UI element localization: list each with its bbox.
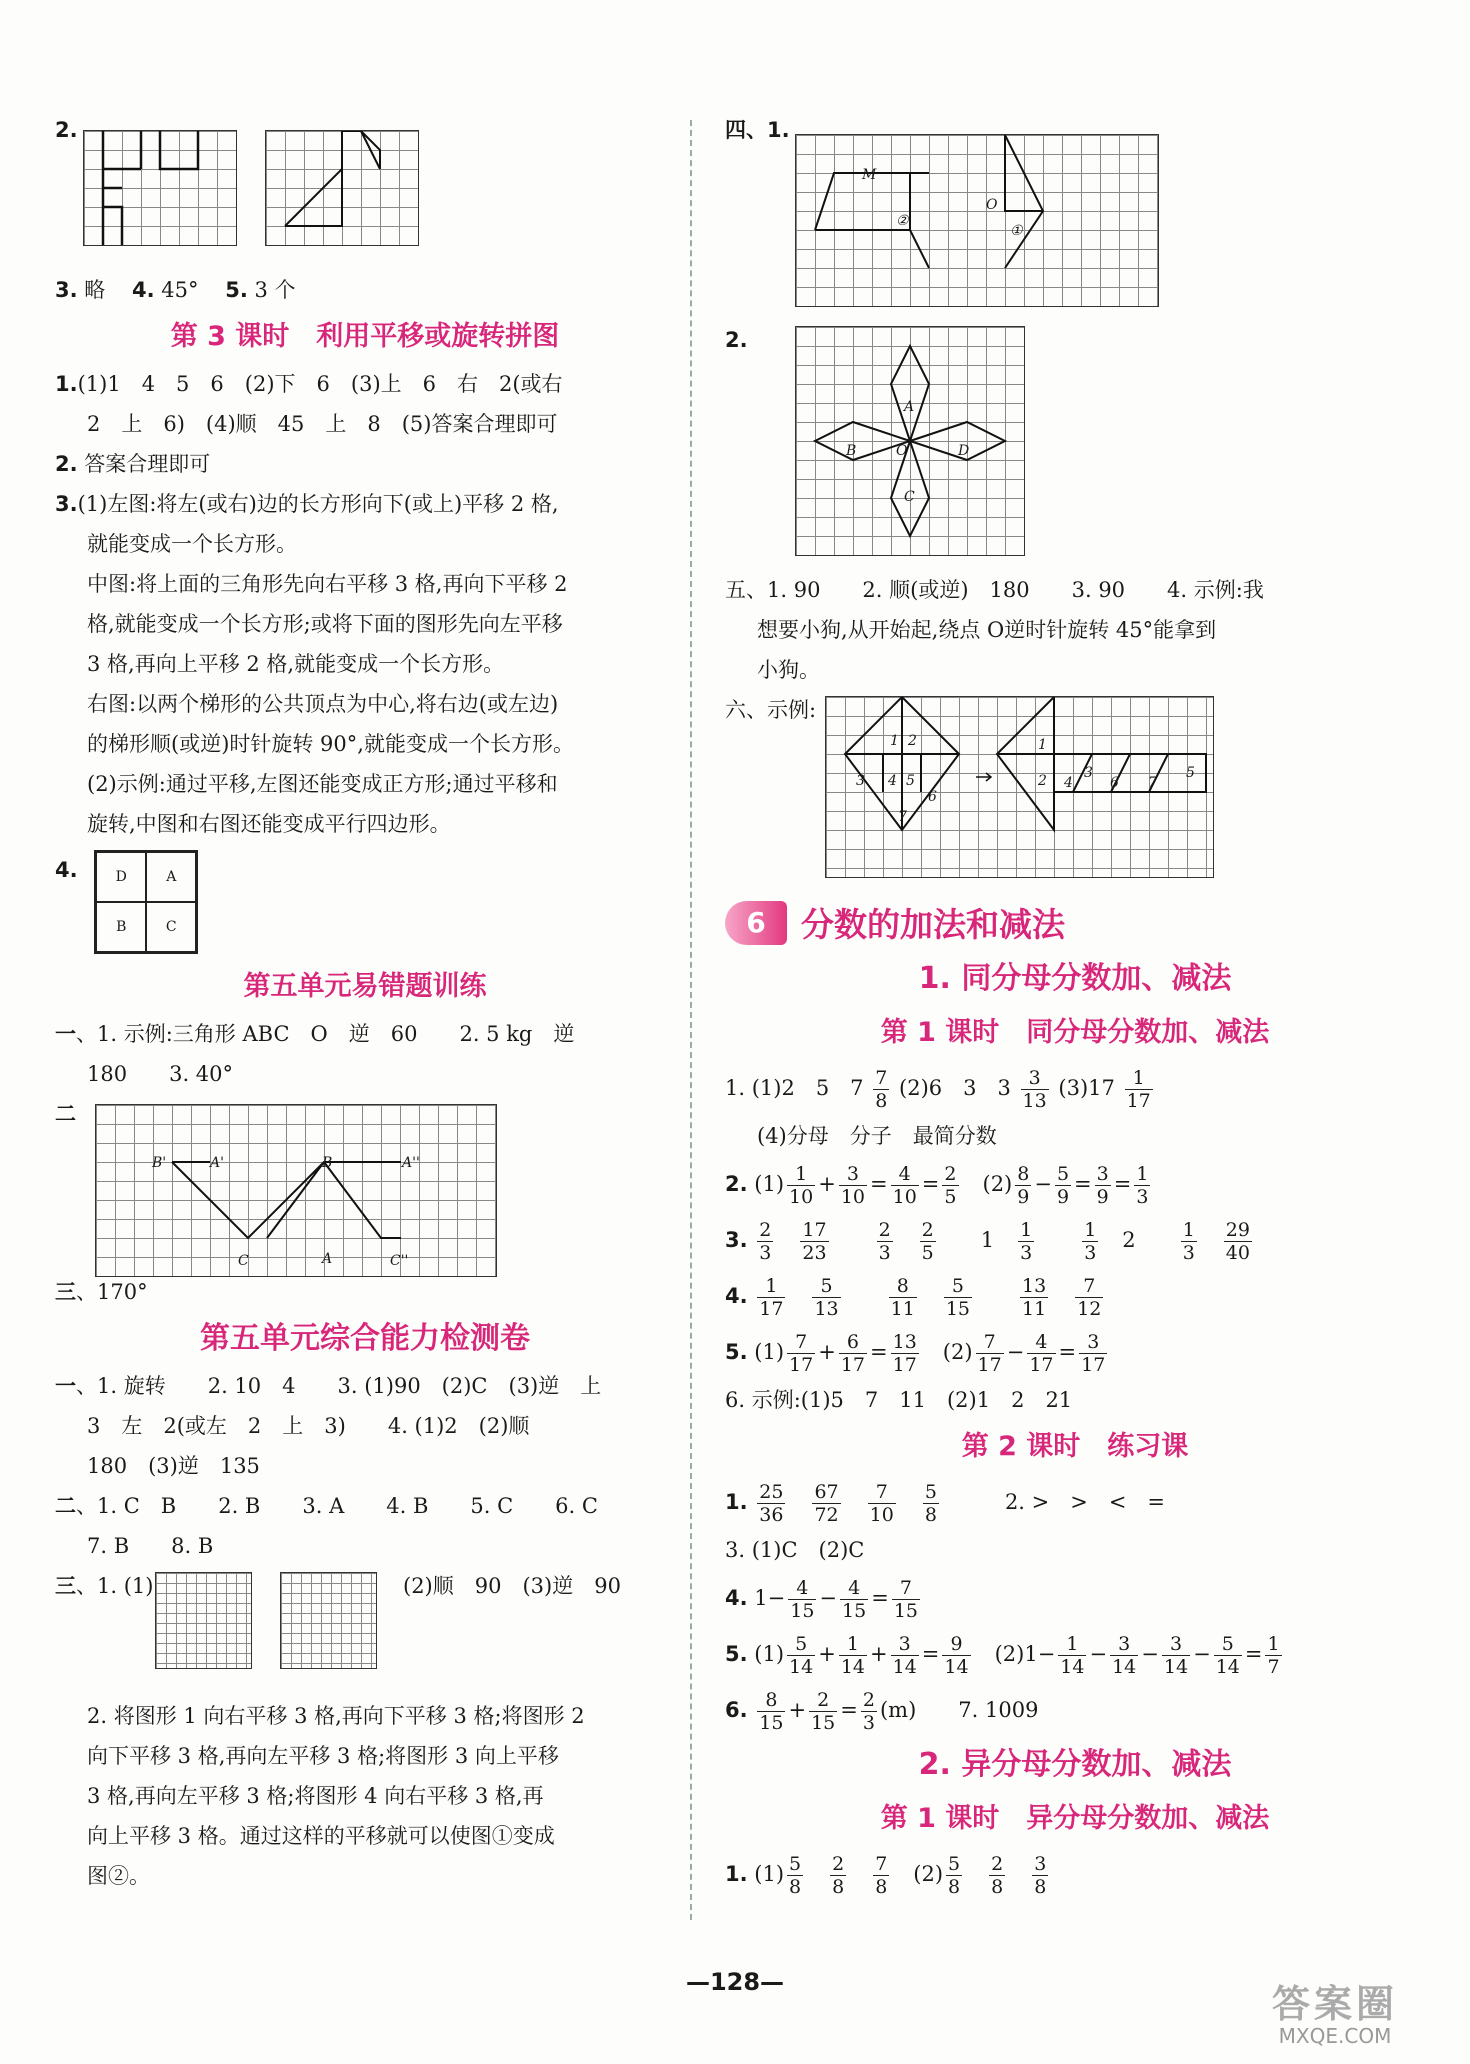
unit-header [725, 899, 1425, 946]
e2-grid: B' A' B A'' C A C'' [95, 1104, 497, 1277]
s4-grid-2: A B O D C [795, 326, 1025, 556]
grid-figure-left [83, 130, 237, 246]
lesson-2-title: 第 2 课时 练习课 [961, 1431, 1189, 1462]
p5-line: 5. (1) $\frac{5}{14}$ + $\frac{1}{14}$ + $\frac{3}{14}$ = $\frac{9}{14}$ (2)1− $\frac{1}{14}$ − $\frac{3}{14}$ − $\frac{3}{14}$ − $\frac{5}{14}$ = $\frac{1}{7}$ [725, 1633, 1280, 1678]
q-last-line: 1. (1) $\frac{5}{8}$ $\frac{2}{8}$ $\frac{7}{8}$ (2) $\frac{5}{8}$ $\frac{2}{8}$ $\frac{3}{8}$ [725, 1853, 1047, 1898]
r3-line: 3. $\frac{2}{3}$ $\frac{17}{23}$ $\frac{2}{3}$ $\frac{2}{5}$ 1 $\frac{1}{3}$ $\frac{1}{3}$ 2 $\frac{1}{3}$ $\frac{29}{40}$ [725, 1219, 1250, 1264]
lesson-1-title: 第 1 课时 同分母分数加、减法 [880, 1017, 1270, 1048]
s5-line-1: 想要小狗,从开始起,绕点 O逆时针旋转 45°能拿到 [757, 618, 1217, 642]
subsection-1: 1. 同分母分数加、减法 [918, 961, 1232, 996]
s4-grid-1-lines [796, 135, 1158, 306]
q4-line: 4. D A B C [55, 844, 675, 960]
e3-line: 三、170° [55, 1280, 148, 1304]
q3-line-5: 右图:以两个梯形的公共顶点为中心,将右边(或左边) [87, 692, 559, 716]
q1-line-b: 2 上 6) (4)顺 45 上 8 (5)答案合理即可 [87, 412, 558, 436]
q3-line-2: 中图:将上面的三角形先向右平移 3 格,再向下平移 2 [87, 572, 568, 596]
c3-2-line-4: 图②。 [87, 1864, 150, 1888]
s6-figure: 六、示例: 1 2 3 4 5 6 7 1 2 4 3 6 7 5 [725, 690, 1425, 885]
e2-figure: 二 B' A' B A'' C A C'' [55, 1094, 675, 1272]
s4-grid-1: M ② O ① [795, 134, 1159, 307]
lesson-3-title: 第 1 课时 异分母分数加、减法 [880, 1803, 1270, 1834]
cell-b: B [96, 902, 146, 952]
s5-line-0: 五、1. 90 2. 顺(或逆) 180 3. 90 4. 示例:我 [725, 578, 1264, 602]
c3-small-grid-2 [280, 1572, 377, 1669]
c3-small-grid-1 [155, 1572, 252, 1669]
c1-line-a: 一、1. 旋转 2. 10 4 3. (1)90 (2)C (3)逆 上 [55, 1374, 602, 1398]
c2-line-b: 7. B 8. B [87, 1534, 214, 1558]
c1-line-b: 3 左 2(或左 2 上 3) 4. (1)2 (2)顺 [87, 1414, 530, 1438]
q3-line-4: 3 格,再向上平移 2 格,就能变成一个长方形。 [87, 652, 505, 676]
e1-line-b: 180 3. 40° [87, 1062, 234, 1086]
c3-2-line-3: 向上平移 3 格。通过这样的平移就可以使图①变成 [87, 1824, 555, 1848]
watermark-logo: 答案圈 MXQE.COM [1271, 1982, 1398, 2048]
r2-line: 2. (1) $\frac{1}{10}$ + $\frac{3}{10}$ = $\frac{4}{10}$ = $\frac{2}{5}$ (2) $\frac{8}{9}$ − $\frac{5}{9}$ = $\frac{3}{9}$ = $\frac{1}{3}$ [725, 1163, 1149, 1208]
p3-line: 3. (1)C (2)C [725, 1538, 865, 1562]
p1-line: 1. $\frac{25}{36}$ $\frac{67}{72}$ $\frac{7}{10}$ $\frac{5}{8}$ 2. > > < = [725, 1481, 1166, 1526]
q3-line-1: 就能变成一个长方形。 [87, 532, 297, 556]
column-divider [690, 120, 692, 1920]
answer-2-grids [55, 110, 675, 270]
answers-3-5: 3. 略 4. 45° 5. 3 个 [55, 278, 296, 302]
r6-line: 6. 示例:(1)5 7 11 (2)1 2 21 [725, 1388, 1073, 1412]
section-title-lesson3: 第 3 课时 利用平移或旋转拼图 [170, 321, 560, 352]
e1-line-a: 一、1. 示例:三角形 ABC O 逆 60 2. 5 kg 逆 [55, 1022, 575, 1046]
r4-line: 4. $\frac{1}{17}$ $\frac{5}{13}$ $\frac{8}{11}$ $\frac{5}{15}$ $\frac{13}{11}$ $\frac{7}{12}$ [725, 1275, 1102, 1320]
c3-2-line-2: 3 格,再向左平移 3 格;将图形 4 向右平移 3 格,再 [87, 1784, 544, 1808]
p4-line: 4. 1− $\frac{4}{15}$ − $\frac{4}{15}$ = $\frac{7}{15}$ [725, 1577, 919, 1622]
q2-line: 2. 答案合理即可 [55, 452, 211, 476]
q1-line-a: 1.(1)1 4 5 6 (2)下 6 (3)上 6 右 2(或右 [55, 372, 563, 396]
q4-square-grid [94, 850, 198, 954]
q-number: 2. [55, 118, 78, 142]
q3-line-6: 的梯形顺(或逆)时针旋转 90°,就能变成一个长方形。 [87, 732, 574, 756]
unit-title: 分数的加法和减法 [801, 905, 1065, 944]
subsection-2: 2. 异分母分数加、减法 [918, 1747, 1232, 1782]
c3-2-line-0: 2. 将图形 1 向右平移 3 格,再向下平移 3 格;将图形 2 [87, 1704, 585, 1728]
c1-line-c: 180 (3)逆 135 [87, 1454, 260, 1478]
q3-line-0: 3.(1)左图:将左(或右)边的长方形向下(或上)平移 2 格, [55, 492, 559, 516]
s5-line-2: 小狗。 [757, 658, 820, 682]
page-number: —128— [685, 1968, 785, 1996]
s4-grid-2-lines [796, 327, 1024, 555]
left-column [55, 110, 675, 1896]
c2-line-a: 二、1. C B 2. B 3. A 4. B 5. C 6. C [55, 1494, 598, 1518]
cell-c: C [146, 902, 196, 952]
s4-q2: 2. A B O D C [725, 320, 1425, 570]
q3-line-8: 旋转,中图和右图还能变成平行四边形。 [87, 812, 451, 836]
unit-badge: 6 [725, 901, 787, 945]
c3-line: 三、1. (1) (2)顺 90 (3)逆 90 [55, 1566, 675, 1696]
r1-line: 1. (1)2 5 7 $\frac{7}{8}$ (2)6 3 3 $\frac{3}{13}$ (3)17 $\frac{1}{17}$ [725, 1067, 1151, 1112]
s6-grid: 1 2 3 4 5 6 7 1 2 4 3 6 7 5 [825, 696, 1214, 878]
s4-q1: 四、1. M ② O ① [725, 110, 1425, 320]
r5-line: 5. (1) $\frac{7}{17}$ + $\frac{6}{17}$ = $\frac{13}{17}$ (2) $\frac{7}{17}$ − $\frac{4}{17}$ = $\frac{3}{17}$ [725, 1331, 1106, 1376]
q3-line-7: (2)示例:通过平移,左图还能变成正方形;通过平移和 [87, 772, 558, 796]
section-title-errors: 第五单元易错题训练 [243, 971, 487, 1002]
grid-figure-right [265, 130, 419, 246]
r1b-line: (4)分母 分子 最简分数 [757, 1124, 997, 1148]
section-title-test: 第五单元综合能力检测卷 [200, 1321, 530, 1356]
grid-figure-left-lines [84, 131, 236, 245]
cell-d: D [96, 852, 146, 902]
c3-2-line-1: 向下平移 3 格,再向左平移 3 格;将图形 3 向上平移 [87, 1744, 559, 1768]
grid-figure-right-lines [266, 131, 418, 245]
q3-line-3: 格,就能变成一个长方形;或将下面的图形先向左平移 [87, 612, 563, 636]
right-column [725, 110, 1425, 1902]
p6-line: 6. $\frac{8}{15}$ + $\frac{2}{15}$ = $\frac{2}{3}$ (m) 7. 1009 [725, 1689, 1039, 1734]
cell-a: A [146, 852, 196, 902]
e2-lines [96, 1105, 496, 1276]
